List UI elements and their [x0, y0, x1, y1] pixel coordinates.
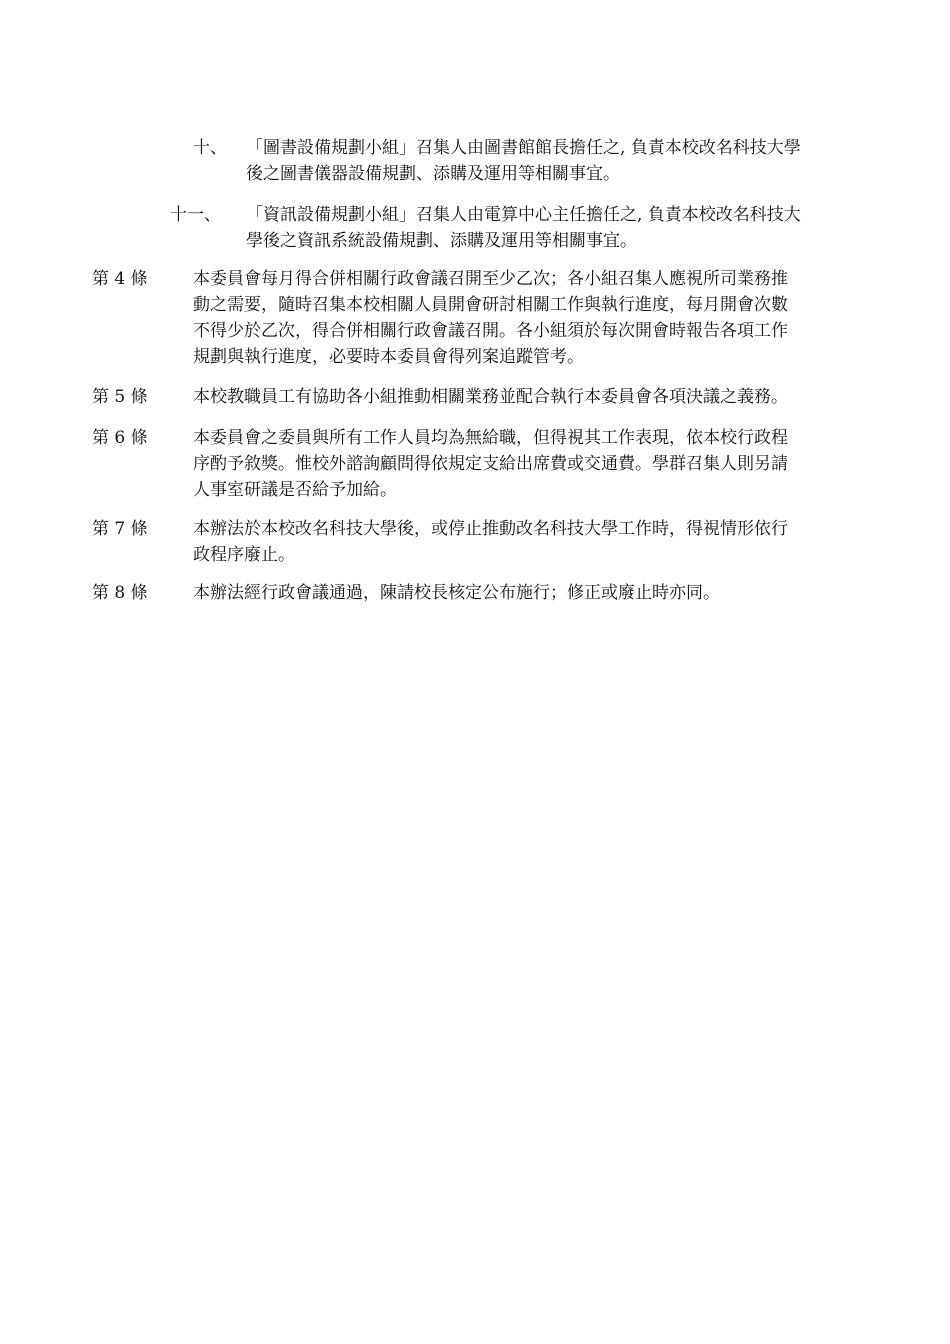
article-label: 第 7 條	[92, 519, 148, 539]
text-line: 不得少於乙次，得合併相關行政會議召開。各小組須於每次開會時報告各項工作	[193, 321, 788, 341]
article-text	[193, 266, 861, 370]
text-line: 動之需要，隨時召集本校相關人員開會研討相關工作與執行進度，每月開會次數	[193, 295, 788, 315]
article-text	[193, 425, 861, 503]
text-line: 後之圖書儀器設備規劃、添購及運用等相關事宜。	[246, 164, 620, 184]
text-line: 人事室研議是否給予加給。	[193, 480, 397, 500]
text-line: 「資訊設備規劃小組」召集人由電算中心主任擔任之, 負責本校改名科技大	[246, 205, 801, 225]
sub-item-text	[248, 202, 860, 254]
article-text	[193, 516, 861, 568]
text-line: 規劃與執行進度，必要時本委員會得列案追蹤管考。	[193, 347, 584, 367]
sub-item-number: 十一、	[170, 205, 221, 225]
text-line: 「圖書設備規劃小組」召集人由圖書館館長擔任之, 負責本校改名科技大學	[246, 138, 801, 158]
text-line: 政程序廢止。	[193, 545, 295, 565]
article-label: 第 5 條	[92, 387, 148, 407]
article-label: 第 6 條	[92, 428, 148, 448]
text-line: 本辦法經行政會議通過，陳請校長核定公布施行；修正或廢止時亦同。	[193, 583, 720, 603]
text-line: 學後之資訊系統設備規劃、添購及運用等相關事宜。	[246, 231, 637, 251]
text-line: 本校教職員工有協助各小組推動相關業務並配合執行本委員會各項決議之義務。	[193, 387, 788, 407]
sub-item-number: 十、	[193, 138, 227, 158]
article-text	[193, 580, 861, 606]
article-text	[193, 384, 861, 410]
article-label: 第 4 條	[92, 269, 148, 289]
text-line: 本委員會每月得合併相關行政會議召開至少乙次；各小組召集人應視所司業務推	[193, 269, 788, 289]
article-label: 第 8 條	[92, 583, 148, 603]
sub-item-text	[248, 135, 860, 187]
text-line: 本委員會之委員與所有工作人員均為無給職，但得視其工作表現，依本校行政程	[193, 428, 788, 448]
text-line: 序酌予敘獎。惟校外諮詢顧問得依規定支給出席費或交通費。學群召集人則另請	[193, 454, 788, 474]
text-line: 本辦法於本校改名科技大學後，或停止推動改名科技大學工作時，得視情形依行	[193, 519, 788, 539]
